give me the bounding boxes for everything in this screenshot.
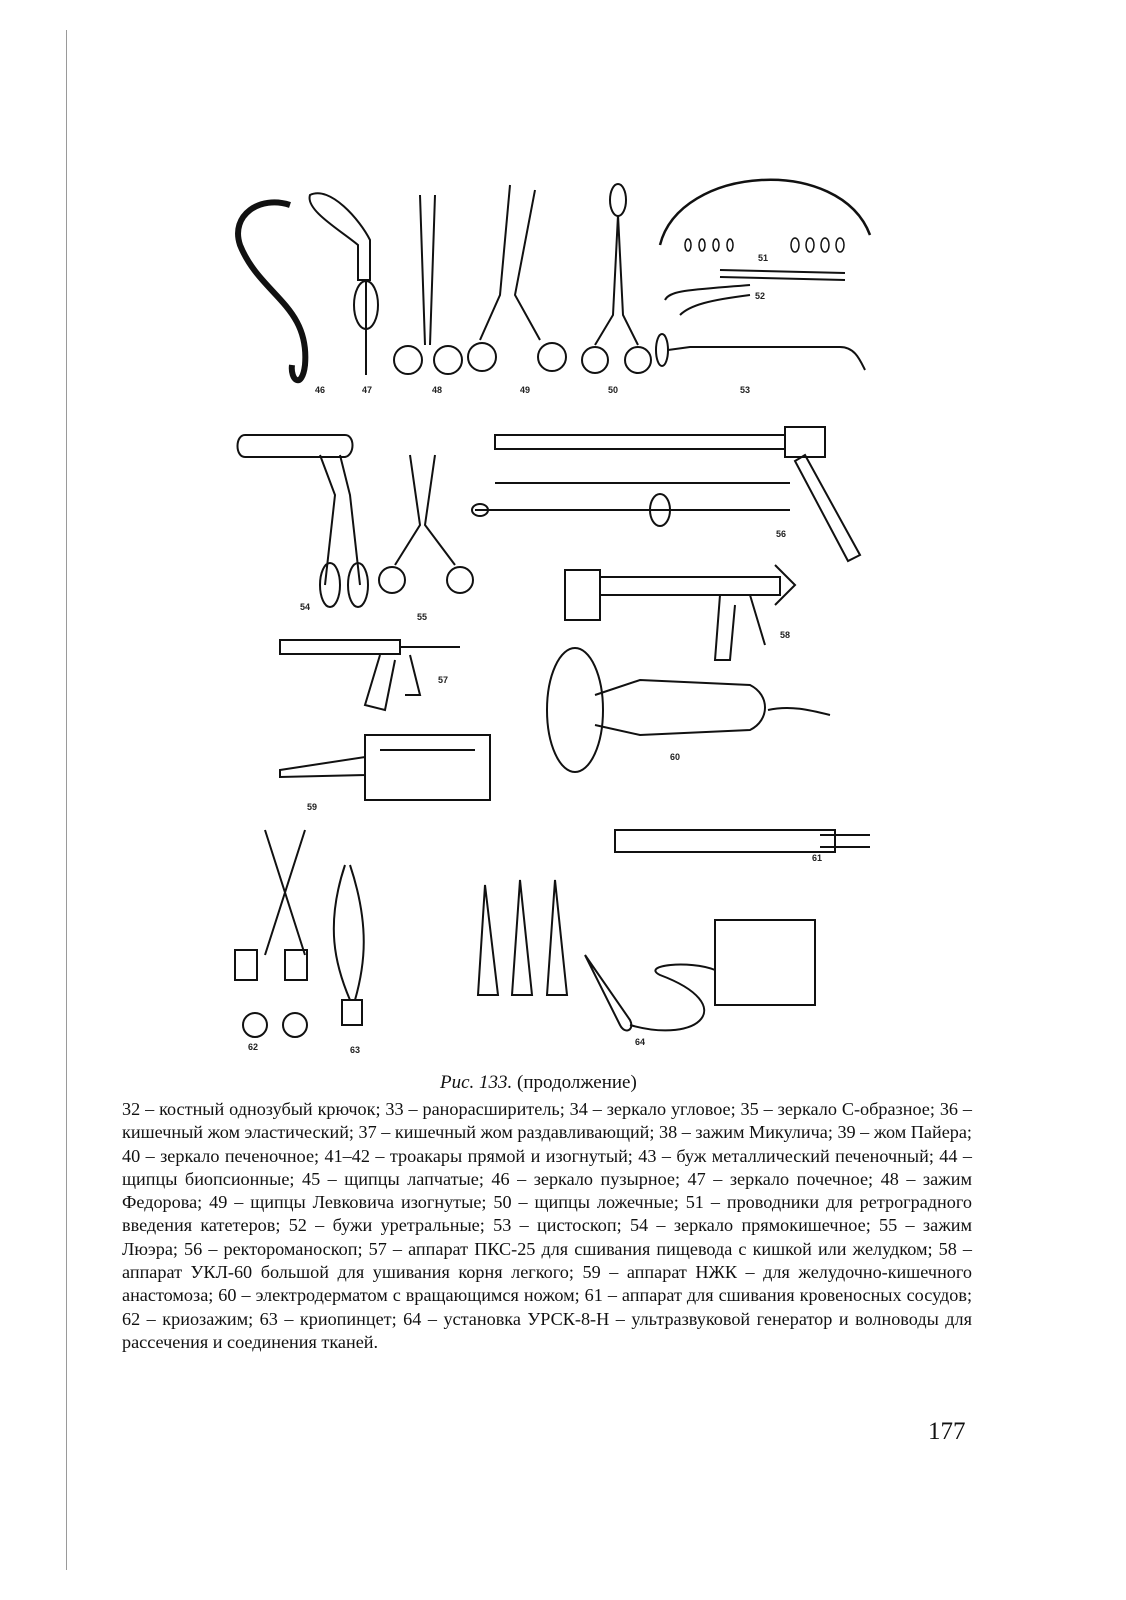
figure-number: 46 [315, 385, 326, 395]
figure-number: 59 [307, 802, 318, 812]
instrument-illustration [220, 165, 900, 1060]
figure-number: 54 [300, 602, 311, 612]
figure-number: 57 [438, 675, 449, 685]
figure-caption [440, 1072, 637, 1094]
page-number: 177 [928, 1418, 966, 1445]
figure-number: 47 [362, 385, 373, 395]
figure-number: 58 [780, 630, 791, 640]
instrument-figure [220, 165, 900, 1060]
figure-number: 60 [670, 752, 681, 762]
figure-number: 53 [740, 385, 751, 395]
figure-number: 50 [608, 385, 619, 395]
figure-number: 52 [755, 291, 766, 301]
figure-number: 63 [350, 1045, 361, 1055]
figure-number: 49 [520, 385, 531, 395]
figure-legend: 32 – костный однозубый крючок; 33 – ранорасширитель; 34 – зеркало угловое; 35 – зеркало С-образное; 36 – кишечный жом эластический; 37 – кишечный жом раздавливающий; 38 – зажим Микулича; 39 – жом Пайера; 40 – зеркало печеночное; 41–42 – троакары прямой и изогнутый; 43 – буж металлический печеночный; 44 – щипцы биопсионные; 45 – щипцы лапчатые; 46 – зеркало пузырное; 47 – зеркало почечное; 48 – зажим Федорова; 49 – щипцы Левковича изогнутые; 50 – щипцы ложечные; 51 – проводники для ретроградного введения катетеров; 52 – бужи уретральные; 53 – цистоскоп; 54 – зеркало прямокишечное; 55 – зажим Люэра; 56 – ректороманоскоп; 57 – аппарат ПКС-25 для сшивания пищевода с кишкой или желудком; 58 – аппарат УКЛ-60 большой для ушивания корня легкого; 59 – аппарат НЖК – для желудочно-кишечного анастомоза; 60 – электродерматом с вращающимся ножом; 61 – аппарат для сшивания кровеносных сосудов; 62 – криозажим; 63 – криопинцет; 64 – установка УРСК-8-Н – ультразвуковой генератор и волноводы для рассечения и соединения тканей. [122, 1099, 972, 1352]
figure-number: 48 [432, 385, 443, 395]
figure-number: 55 [417, 612, 428, 622]
caption-title: Рис. 133. [440, 1072, 513, 1093]
caption-suffix: (продолжение) [517, 1072, 637, 1093]
figure-number: 51 [758, 253, 769, 263]
figure-number: 56 [776, 529, 787, 539]
figure-number: 64 [635, 1037, 646, 1047]
figure-number: 61 [812, 853, 823, 863]
page-margin-line [66, 30, 67, 1570]
figure-number: 62 [248, 1042, 259, 1052]
